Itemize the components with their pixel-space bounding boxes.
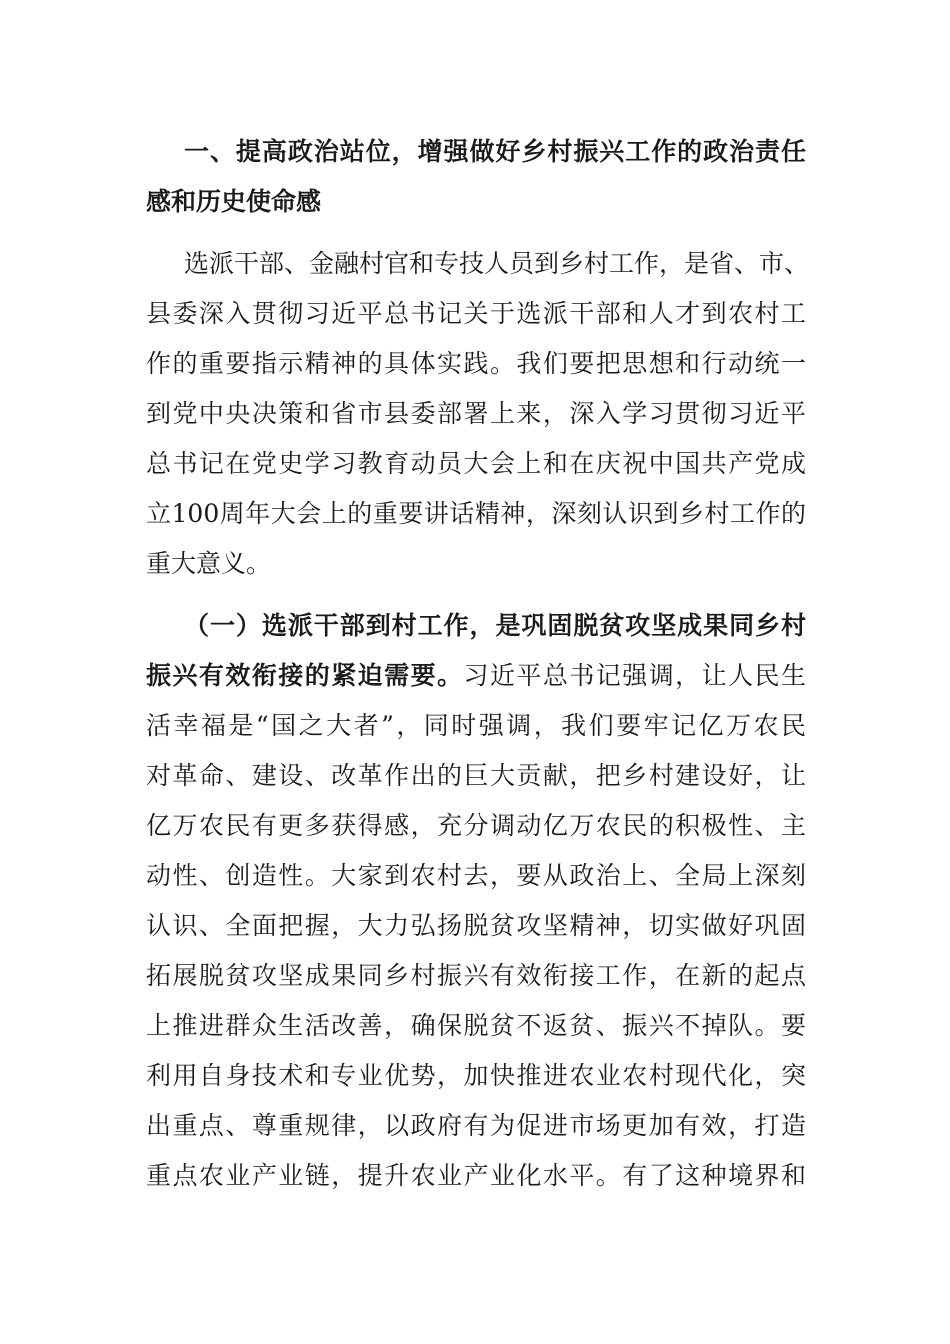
- paragraph-2-line-2: [146, 656, 806, 696]
- paragraph-2-line-10: 利用自身技术和专业优势，加快推进农业农村现代化，突: [146, 1061, 806, 1090]
- paragraph-2-line-5: 亿万农民有更多获得感，充分调动亿万农民的积极性、主: [146, 811, 806, 840]
- paragraph-2-line-9: 上推进群众生活改善，确保脱贫不返贫、振兴不掉队。要: [146, 1011, 806, 1040]
- paragraph-1-line-2: 县委深入贯彻习近平总书记关于选派干部和人才到农村工: [146, 299, 806, 328]
- section-heading-line-1: 一、提高政治站位，增强做好乡村振兴工作的政治责任: [184, 137, 806, 166]
- paragraph-1-line-3: 作的重要指示精神的具体实践。我们要把思想和行动统一: [146, 349, 806, 378]
- paragraph-2-line-3: 活幸福是“国之大者”，同时强调，我们要牢记亿万农民: [146, 711, 806, 740]
- paragraph-1-line-5: 总书记在党史学习教育动员大会上和在庆祝中国共产党成: [146, 449, 806, 478]
- paragraph-1-line-4: 到党中央决策和省市县委部署上来，深入学习贯彻习近平: [146, 399, 806, 428]
- paragraph-2-line-2-text: 习近平总书记强调，让人民生: [463, 661, 806, 690]
- paragraph-2-line-12: 重点农业产业链，提升农业产业化水平。有了这种境界和: [146, 1161, 806, 1190]
- subsection-heading-line-1: （一）选派干部到村工作，是巩固脱贫攻坚成果同乡村: [184, 611, 806, 640]
- paragraph-1-line-7: 重大意义。: [146, 549, 272, 578]
- paragraph-2-line-8: 拓展脱贫攻坚成果同乡村振兴有效衔接工作，在新的起点: [146, 961, 806, 990]
- paragraph-2-line-7: 认识、全面把握，大力弘扬脱贫攻坚精神，切实做好巩固: [146, 911, 806, 940]
- paragraph-2-line-11: 出重点、尊重规律，以政府有为促进市场更加有效，打造: [146, 1111, 806, 1140]
- section-heading-line-2: 感和历史使命感: [146, 187, 322, 216]
- paragraph-1-line-1: 选派干部、金融村官和专技人员到乡村工作，是省、市、: [184, 249, 810, 278]
- paragraph-1-line-6: 立100周年大会上的重要讲话精神，深刻认识到乡村工作的: [146, 499, 806, 528]
- paragraph-2-line-4: 对革命、建设、改革作出的巨大贡献，把乡村建设好，让: [146, 761, 806, 790]
- paragraph-2-line-6: 动性、创造性。大家到农村去，要从政治上、全局上深刻: [146, 861, 806, 890]
- subsection-heading-line-2: 振兴有效衔接的紧迫需要。: [146, 661, 464, 690]
